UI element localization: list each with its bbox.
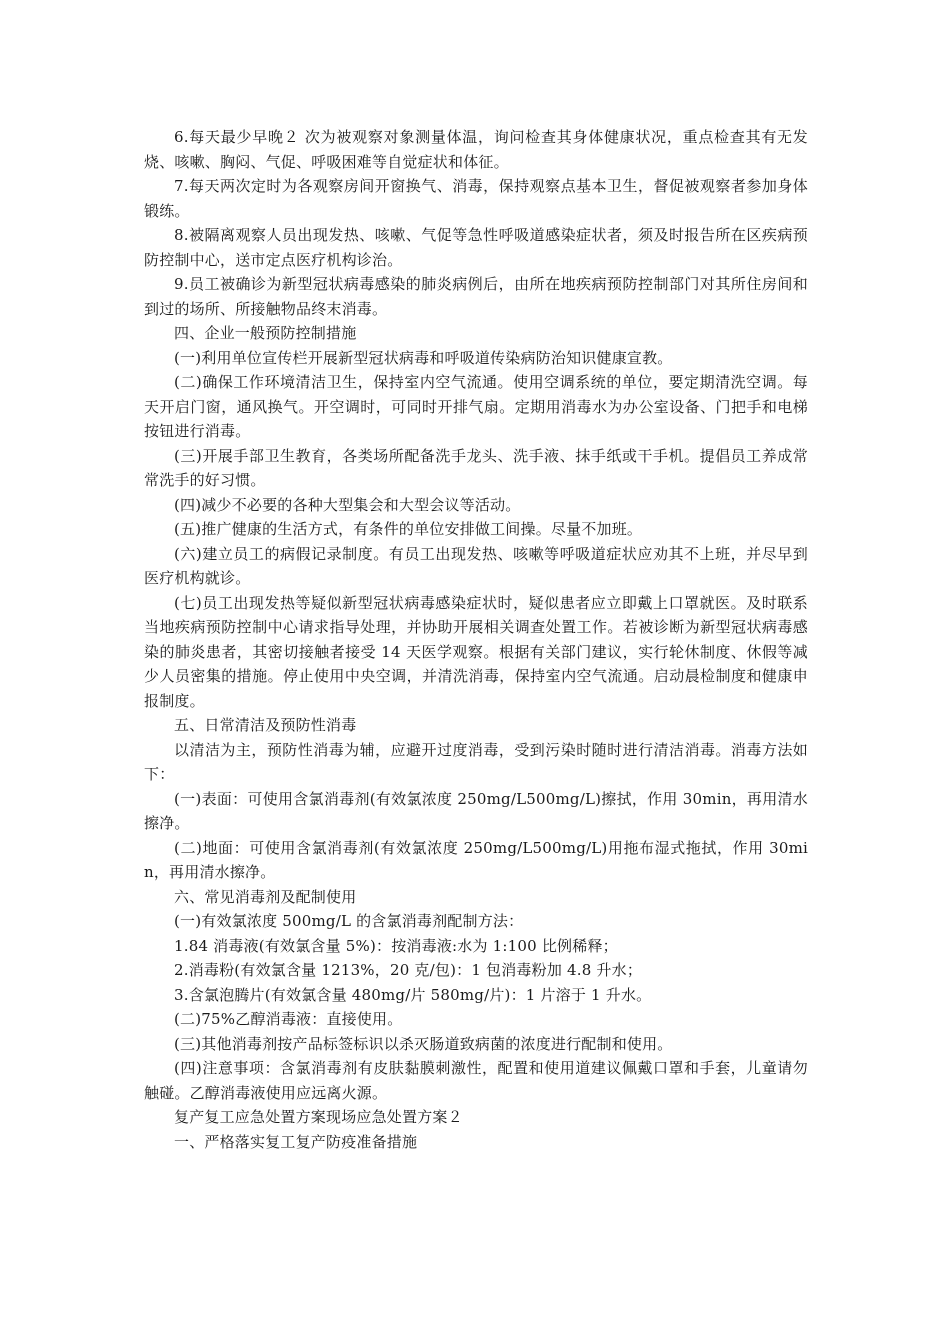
paragraph-disinfectant-1-1: 1.84 消毒液(有效氯含量 5%)：按消毒液:水为 1:100 比例稀释； [174, 936, 618, 955]
paragraph-measure-5: (五)推广健康的生活方式，有条件的单位安排做工间操。尽量不加班。 [174, 520, 643, 538]
paragraph-item-9: 9.员工被确诊为新型冠状病毒感染的肺炎病例后，由所在地疾病预防控制部门对其所住房间和到过的场所、所接触物品终末消毒。 [144, 275, 808, 318]
paragraph-cleaning-floor: (二)地面：可使用含氯消毒剂(有效氯浓度 250mg/L500mg/L)用拖布湿式拖拭，作用 30min，再用清水擦净。 [144, 838, 808, 881]
section-heading-1: 一、严格落实复工复产防疫准备措施 [174, 1132, 418, 1151]
paragraph-measure-1: (一)利用单位宣传栏开展新型冠状病毒和呼吸道传染病防治知识健康宣教。 [174, 348, 673, 367]
paragraph-item-7: 7.每天两次定时为各观察房间开窗换气、消毒，保持观察点基本卫生，督促被观察者参加身体锻练。 [144, 177, 808, 220]
paragraph-disinfectant-1-2: 2.消毒粉(有效氯含量 1213%，20 克/包)：1 包消毒粉加 4.8 升水； [174, 961, 643, 979]
section-heading-4: 四、企业一般预防控制措施 [174, 324, 357, 342]
paragraph-disinfectant-3: (三)其他消毒剂按产品标签标识以杀灭肠道致病菌的浓度进行配制和使用。 [174, 1034, 673, 1053]
paragraph-disinfectant-1: (一)有效氯浓度 500mg/L 的含氯消毒剂配制方法： [174, 912, 524, 930]
paragraph-disinfectant-4: (四)注意事项：含氯消毒剂有皮肤黏膜刺激性，配置和使用道建议佩戴口罩和手套，儿童请勿触碰。乙醇消毒液使用应远离火源。 [144, 1059, 808, 1102]
paragraph-measure-3: (三)开展手部卫生教育，各类场所配备洗手龙头、洗手液、抹手纸或干手机。提倡员工养成常常洗手的好习惯。 [144, 446, 808, 489]
paragraph-item-6: 6.每天最少早晚２ 次为被观察对象测量体温，询问检查其身体健康状况，重点检查其有无发烧、咳嗽、胸闷、气促、呼吸困难等自觉症状和体征。 [144, 128, 808, 171]
paragraph-disinfectant-2: (二)75%乙醇消毒液：直接使用。 [174, 1010, 403, 1028]
paragraph-measure-6: (六)建立员工的病假记录制度。有员工出现发热、咳嗽等呼吸道症状应劝其不上班，并尽早到医疗机构就诊。 [144, 544, 808, 587]
paragraph-measure-4: (四)减少不必要的各种大型集会和大型会议等活动。 [174, 495, 521, 514]
document-subtitle: 复产复工应急处置方案现场应急处置方案２ [174, 1108, 463, 1126]
section-heading-5: 五、日常清洁及预防性消毒 [174, 716, 357, 734]
paragraph-cleaning-intro: 以清洁为主，预防性消毒为辅，应避开过度消毒，受到污染时随时进行清洁消毒。消毒方法如下： [144, 740, 808, 783]
section-heading-6: 六、常见消毒剂及配制使用 [174, 887, 357, 906]
paragraph-measure-7: (七)员工出现发热等疑似新型冠状病毒感染症状时，疑似患者应立即戴上口罩就医。及时联系当地疾病预防控制中心请求指导处理，并协助开展相关调查处置工作。若被诊断为新型冠状病毒感染的肺炎患者，其密切接触者接受 14 天医学观察。根据有关部门建议，实行轮休制度、休假等减少人员密集的措施。停止使用中央空调，并清洗消毒，保持室内空气流通。启动晨检制度和健康申报制度。 [144, 593, 808, 710]
paragraph-measure-2: (二)确保工作环境清洁卫生，保持室内空气流通。使用空调系统的单位，要定期清洗空调。每天开启门窗，通风换气。开空调时，可同时开排气扇。定期用消毒水为办公室设备、门把手和电梯按钮进行消毒。 [144, 373, 808, 440]
paragraph-cleaning-surface: (一)表面：可使用含氯消毒剂(有效氯浓度 250mg/L500mg/L)擦拭，作用 30min，再用清水擦净。 [144, 789, 808, 832]
paragraph-disinfectant-1-3: 3.含氯泡腾片(有效氯含量 480mg/片 580mg/片)：1 片溶于 1 升水。 [174, 985, 652, 1004]
paragraph-item-8: 8.被隔离观察人员出现发热、咳嗽、气促等急性呼吸道感染症状者，须及时报告所在区疾病预防控制中心，送市定点医疗机构诊治。 [144, 226, 808, 269]
document-page [144, 125, 808, 1154]
